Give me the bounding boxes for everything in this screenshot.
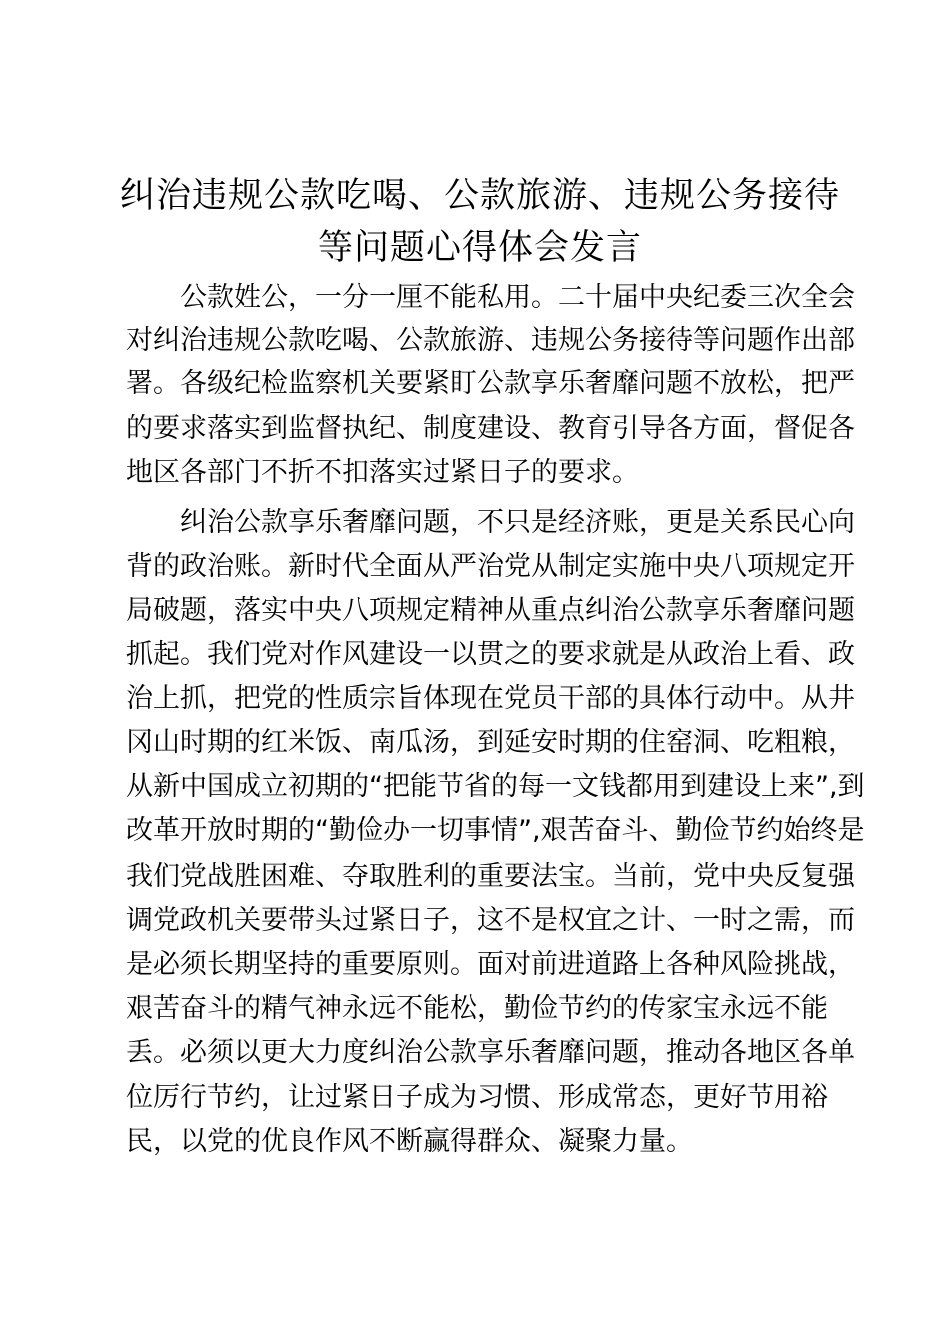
paragraph-2-line-2: 背的政治账。新时代全面从严治党从制定实施中央八项规定开 xyxy=(126,551,855,582)
paragraph-1-line-2: 对纠治违规公款吃喝、公款旅游、违规公务接待等问题作出部 xyxy=(126,325,855,356)
paragraph-2-line-1: 纠治公款享乐奢靡问题，不只是经济账，更是关系民心向 xyxy=(180,507,855,538)
paragraph-2-line-10: 调党政机关要带头过紧日子，这不是权宜之计、一时之需，而 xyxy=(126,905,855,936)
paragraph-2-line-15: 民，以党的优良作风不断赢得群众、凝聚力量。 xyxy=(126,1126,693,1157)
paragraph-1-line-3: 署。各级纪检监察机关要紧盯公款享乐奢靡问题不放松，把严 xyxy=(126,368,855,399)
paragraph-2-line-9: 我们党战胜困难、夺取胜利的重要法宝。当前，党中央反复强 xyxy=(126,861,855,892)
paragraph-2-line-8: 改革开放时期的“勤俭办一切事情”,艰苦奋斗、勤俭节约始终是 xyxy=(126,815,865,846)
document-title-line-2: 等问题心得体会发言 xyxy=(317,228,642,268)
paragraph-1-line-5: 地区各部门不折不扣落实过紧日子的要求。 xyxy=(126,457,639,488)
document-title-line-1: 纠治违规公款吃喝、公款旅游、违规公务接待 xyxy=(119,176,840,216)
paragraph-2-line-6: 冈山时期的红米饭、南瓜汤，到延安时期的住窑洞、吃粗粮， xyxy=(126,727,855,758)
paragraph-2-line-7: 从新中国成立初期的“把能节省的每一文钱都用到建设上来”,到 xyxy=(126,771,865,802)
paragraph-2-line-13: 丢。必须以更大力度纠治公款享乐奢靡问题，推动各地区各单 xyxy=(126,1037,855,1068)
paragraph-1-line-1: 公款姓公，一分一厘不能私用。二十届中央纪委三次全会 xyxy=(180,282,855,313)
paragraph-2-line-5: 治上抓，把党的性质宗旨体现在党员干部的具体行动中。从井 xyxy=(126,683,855,714)
paragraph-2-line-11: 是必须长期坚持的重要原则。面对前进道路上各种风险挑战， xyxy=(126,949,855,980)
paragraph-2-line-12: 艰苦奋斗的精气神永远不能松，勤俭节约的传家宝永远不能 xyxy=(126,993,828,1024)
paragraph-2-line-3: 局破题，落实中央八项规定精神从重点纠治公款享乐奢靡问题 xyxy=(126,595,855,626)
paragraph-2-line-14: 位厉行节约，让过紧日子成为习惯、形成常态，更好节用裕 xyxy=(126,1082,828,1113)
paragraph-1-line-4: 的要求落实到监督执纪、制度建设、教育引导各方面，督促各 xyxy=(126,413,855,444)
paragraph-2-line-4: 抓起。我们党对作风建设一以贯之的要求就是从政治上看、政 xyxy=(126,639,855,670)
